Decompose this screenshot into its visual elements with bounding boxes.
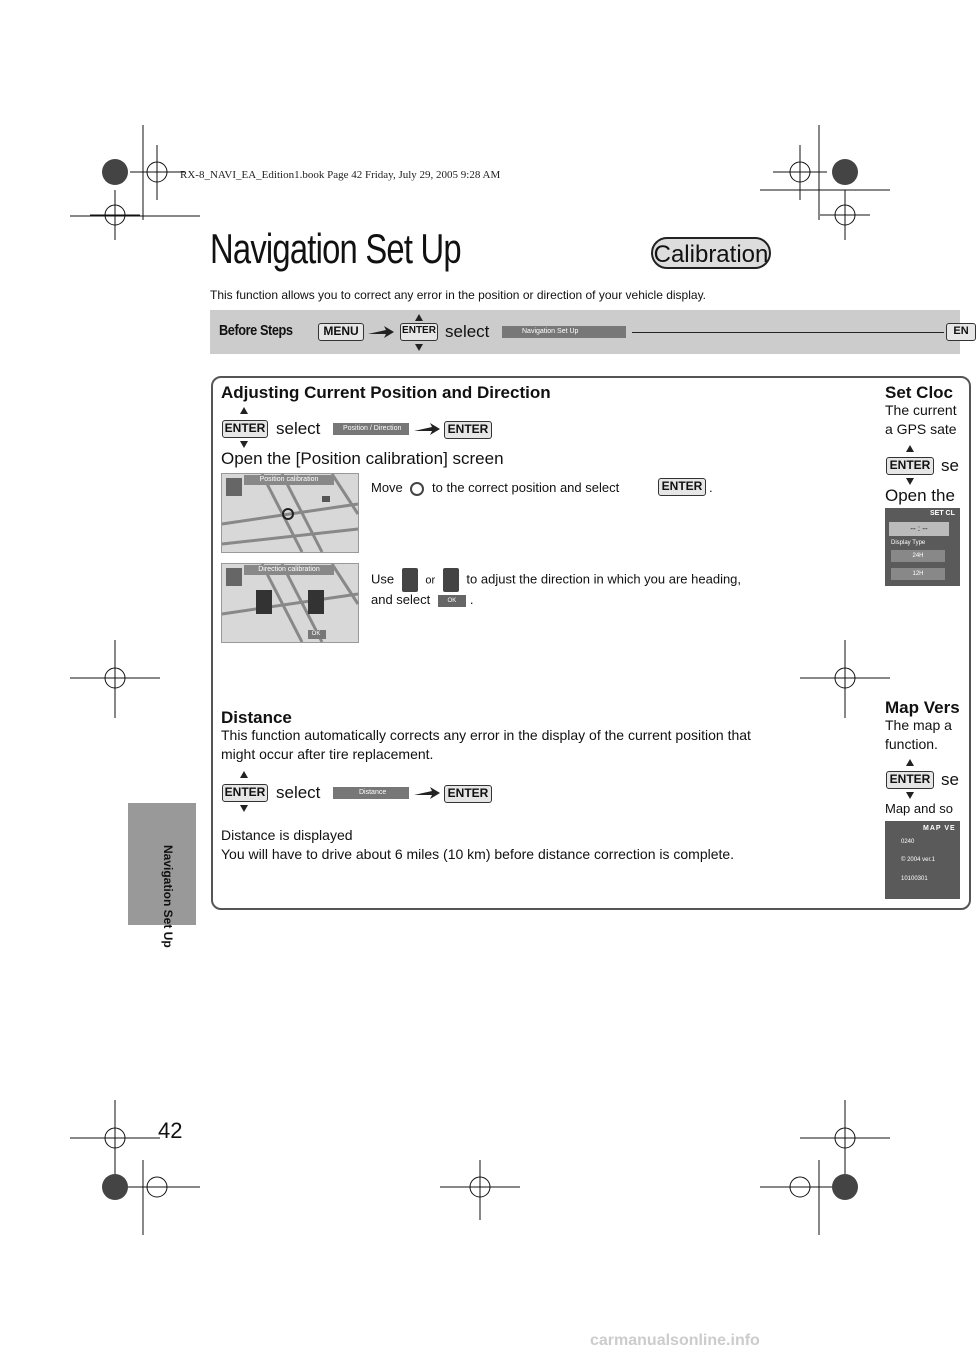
move-post: to the correct position and select <box>432 480 620 495</box>
adjust-heading: Adjusting Current Position and Direction <box>221 383 551 402</box>
select-label: select <box>276 783 321 802</box>
period: . <box>709 480 713 495</box>
enter-button: ENTER <box>400 323 438 341</box>
arrow-up-icon <box>240 407 248 414</box>
footer-url: carmanualsonline.info <box>590 1332 760 1349</box>
open-position-screen: Open the [Position calibration] screen <box>221 449 504 468</box>
use-pre: Use <box>371 571 395 587</box>
arrow-down-icon <box>240 805 248 812</box>
arrow-line <box>632 332 944 333</box>
distance-result-2: You will have to drive about 6 miles (10 km) before distance correction is complete. <box>221 846 735 862</box>
book-header: RX-8_NAVI_EA_Edition1.book Page 42 Friday, July 29, 2005 9:28 AM <box>180 169 501 181</box>
before-steps-title: Before Steps <box>219 322 293 339</box>
set-clock-open: Open the <box>885 486 955 505</box>
rotate-left-icon <box>402 568 418 592</box>
set-clock-12h: 12H <box>891 568 945 580</box>
enter-button-trailing: EN <box>946 323 976 341</box>
use-text <box>371 568 741 592</box>
screen2-title: Direction calibration <box>244 565 334 575</box>
distance-desc-1: This function automatically corrects any error in the display of the current position that <box>221 727 751 743</box>
enter-button: ENTER <box>222 420 268 438</box>
set-clock-display-type: Display Type <box>891 540 926 546</box>
enter-button: ENTER <box>886 457 934 475</box>
set-clock-line-1: The current <box>885 402 957 418</box>
set-clock-screenshot <box>885 508 960 586</box>
page-title: Navigation Set Up <box>210 225 461 272</box>
enter-button: ENTER <box>444 421 492 439</box>
map-version-row-3: 10100301 <box>901 876 928 882</box>
set-clock-time: -- : -- <box>889 522 949 536</box>
arrow-up-icon <box>240 771 248 778</box>
set-clock-line-2: a GPS sate <box>885 421 957 437</box>
move-pre: Move <box>371 480 403 495</box>
screen2-ok: OK <box>311 631 321 637</box>
position-direction-item: Position / Direction <box>333 423 409 435</box>
arrow-down-icon <box>415 344 423 351</box>
map-version-line-1: The map a <box>885 717 952 733</box>
cursor-icon <box>410 482 424 496</box>
intro-text: This function allows you to correct any error in the position or direction of your vehicle display. <box>210 288 707 302</box>
distance-heading: Distance <box>221 708 292 727</box>
enter-button: ENTER <box>444 785 492 803</box>
calibration-badge: Calibration <box>651 237 771 269</box>
select-label: select <box>445 322 490 341</box>
set-clock-heading: Set Cloc <box>885 383 954 402</box>
map-version-heading: Map Vers <box>885 698 960 717</box>
move-text <box>371 478 619 497</box>
map-version-screenshot <box>885 821 960 899</box>
map-version-line-2: function. <box>885 736 938 752</box>
enter-button: ENTER <box>658 478 706 496</box>
set-clock-screen-title: SET CL <box>930 510 955 517</box>
set-clock-select: se <box>941 456 959 475</box>
navigation-set-up-item: Navigation Set Up <box>502 326 626 338</box>
arrow-up-icon <box>906 445 914 452</box>
arrow-down-icon <box>906 792 914 799</box>
arrow-up-icon <box>415 314 423 321</box>
page-number: 42 <box>158 1118 183 1143</box>
arrow-down-icon <box>906 478 914 485</box>
position-calibration-screenshot <box>221 473 359 553</box>
arrow-up-icon <box>906 759 914 766</box>
use-or: or <box>425 574 436 587</box>
set-clock-24h: 24H <box>891 550 945 562</box>
arrow-right-icon <box>368 326 394 338</box>
arrow-right-icon <box>414 787 440 799</box>
map-version-row-2: © 2004 ver.1 <box>901 857 936 863</box>
map-version-line-3: Map and so <box>885 801 953 816</box>
arrow-down-icon <box>240 441 248 448</box>
enter-button: ENTER <box>222 784 268 802</box>
and-select-text: and select OK . <box>371 592 474 607</box>
map-version-select: se <box>941 770 959 789</box>
map-version-row-1: 0240 <box>901 839 915 845</box>
enter-button: ENTER <box>886 771 934 789</box>
rotate-right-icon <box>443 568 459 592</box>
arrow-right-icon <box>414 423 440 435</box>
select-label: select <box>276 419 321 438</box>
ok-button-icon: OK <box>438 595 466 607</box>
distance-item: Distance <box>333 787 409 799</box>
distance-result-1: Distance is displayed <box>221 827 353 843</box>
map-version-screen-title: MAP VE <box>923 825 956 832</box>
side-label: Navigation Set Up <box>161 845 175 948</box>
menu-button: MENU <box>318 323 364 341</box>
direction-calibration-screenshot <box>221 563 359 643</box>
use-post: to adjust the direction in which you are heading, <box>466 571 742 587</box>
and-select: and select <box>371 592 431 607</box>
distance-desc-2: might occur after tire replacement. <box>221 746 434 762</box>
screen1-title: Position calibration <box>244 475 334 485</box>
